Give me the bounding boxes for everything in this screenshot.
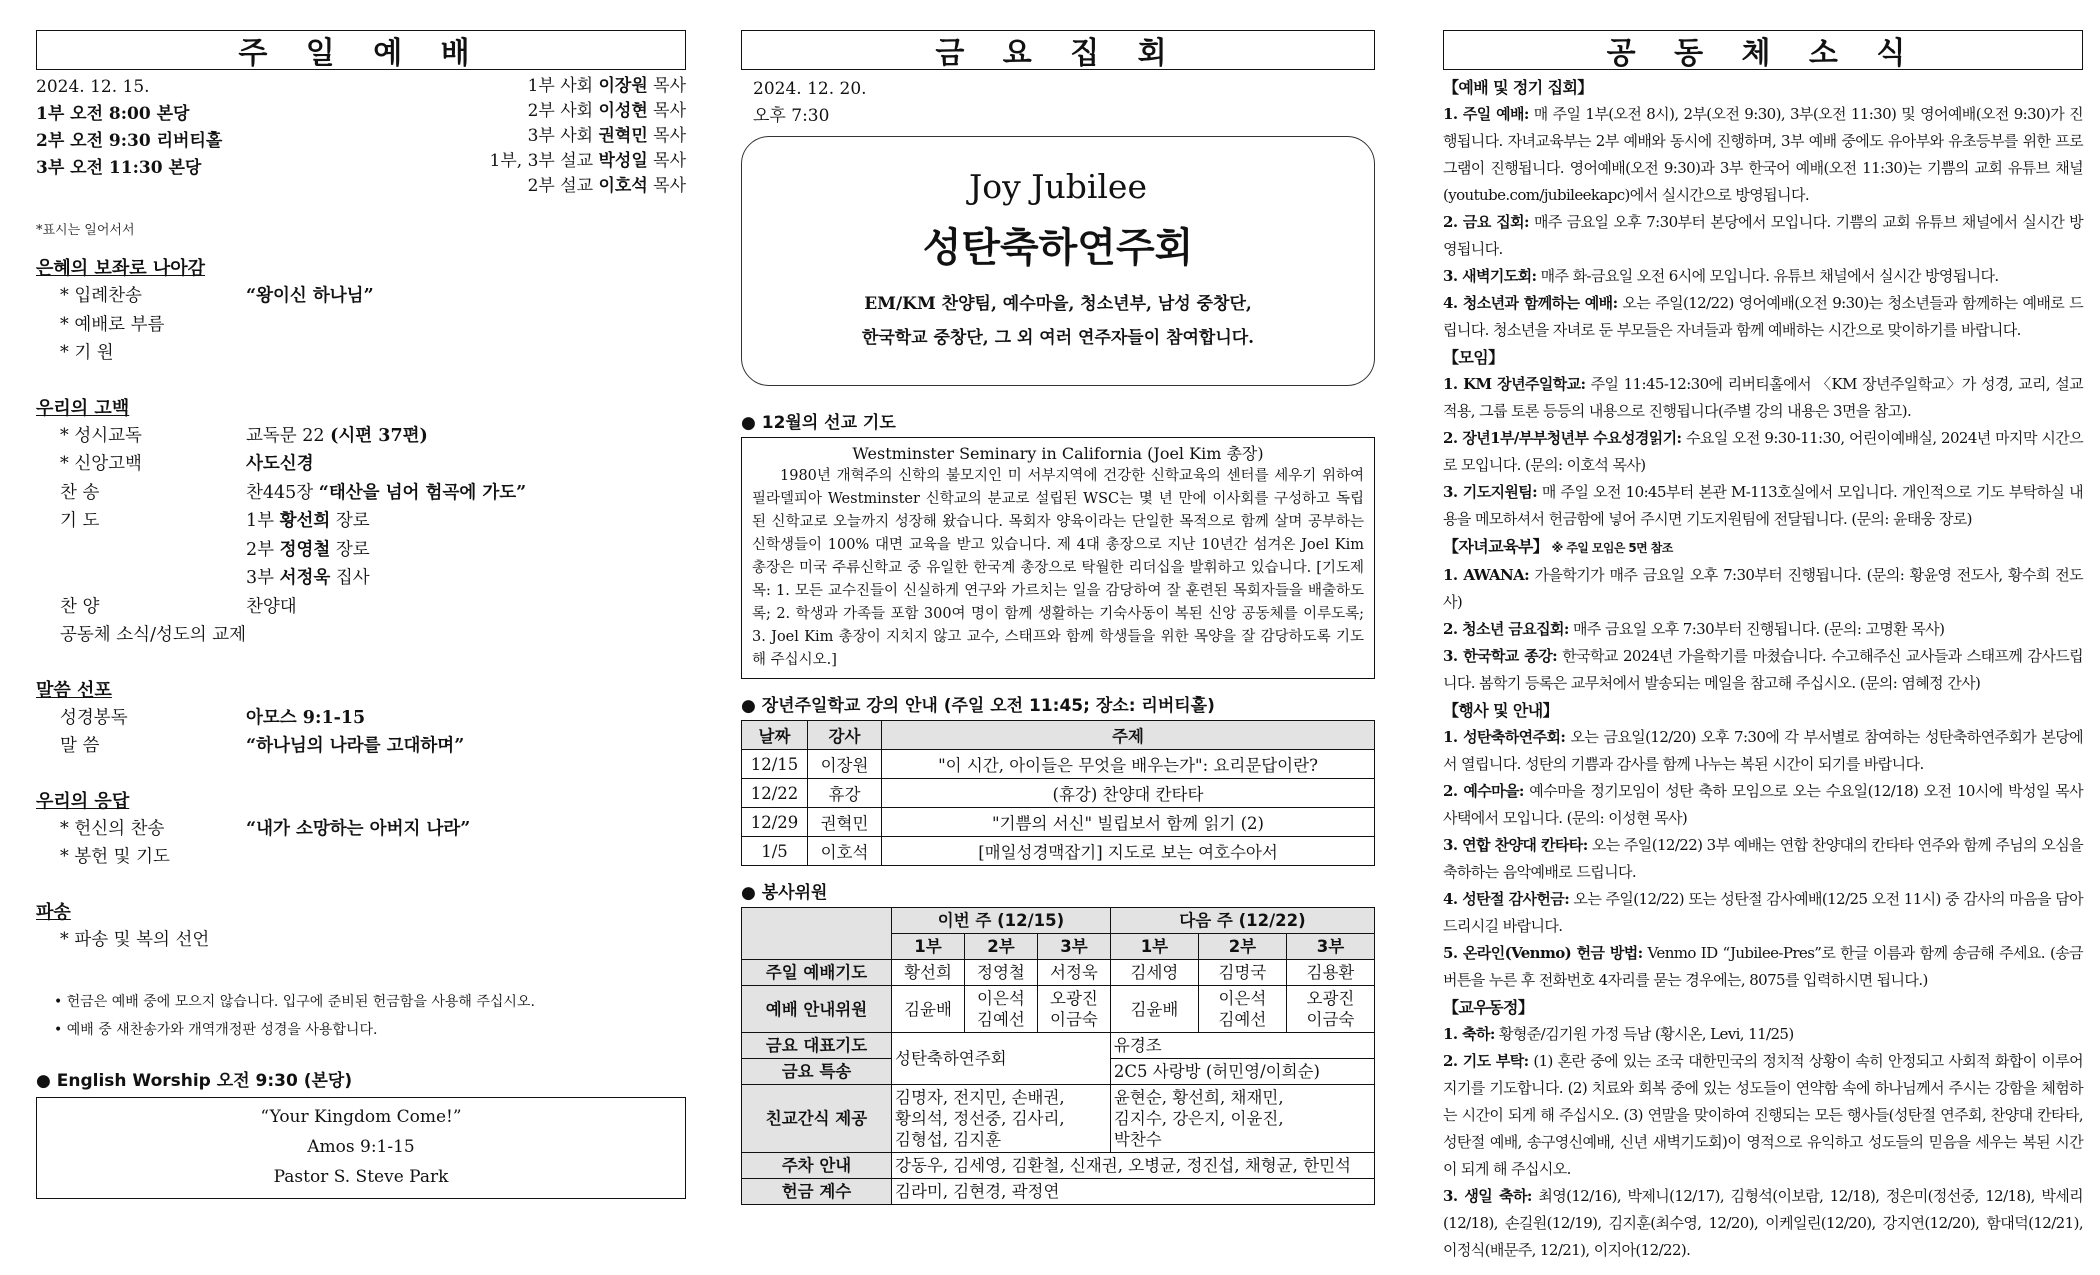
vol-this-week: 이번 주 (12/15) (892, 908, 1111, 934)
lecture-cell: "이 시간, 아이들은 무엇을 배우는가": 요리문답이란? (882, 750, 1375, 779)
service-role (490, 124, 686, 149)
vol-part: 3부 (1286, 934, 1374, 960)
vol-row (742, 1153, 1375, 1179)
news-item-text: 매주 화-금요일 오전 6시에 모입니다. 유튜브 채널에서 실시간 방영됩니다. (1536, 267, 1999, 285)
news-item (1443, 209, 2083, 263)
col-date: 날짜 (742, 721, 808, 750)
lecture-cell: 12/29 (742, 808, 808, 837)
vol-cell: 이은석 김예선 (964, 986, 1037, 1033)
vol-cell: 김용환 (1286, 960, 1374, 986)
vol-row-label: 주일 예배기도 (742, 960, 892, 986)
lecture-header-row (742, 721, 1375, 750)
section-title: 파송 (36, 901, 71, 923)
vol-cell: 서정욱 (1037, 960, 1110, 986)
service-1: 1부 오전 8:00 본당 (36, 104, 190, 124)
news-header: 공 동 체 소 식 (1443, 30, 2083, 70)
section-title: 우리의 응답 (36, 790, 130, 812)
vol-cell: 김윤배 (1110, 986, 1198, 1033)
service-roles (490, 74, 686, 199)
standing-note: *표시는 일어서서 (36, 223, 135, 238)
worship-item (36, 621, 686, 650)
item-value (246, 422, 428, 451)
item-label: 찬 송 (60, 482, 100, 503)
concert-desc-line: 한국학교 중창단, 그 외 여러 연주자들이 참여합니다. (861, 328, 1255, 348)
mission-heading: ● 12월의 선교 기도 (741, 413, 896, 433)
vol-cell: 오광진 이금숙 (1037, 986, 1110, 1033)
vol-corner (742, 908, 892, 960)
item-bold: 아모스 9:1-15 (246, 707, 366, 728)
notes (36, 988, 686, 1044)
item-bold: 사도신경 (246, 454, 314, 474)
section-title: 우리의 고백 (36, 397, 130, 419)
vol-row-label: 금요 대표기도 (742, 1033, 892, 1059)
news-item (1443, 1183, 2083, 1264)
worship-item (36, 507, 686, 536)
news-item-title: 1. 성탄축하연주회: (1443, 728, 1566, 746)
news-item-title: 2. 예수마을: (1443, 782, 1524, 800)
item-label: * 헌신의 찬송 (60, 818, 165, 839)
role-name: 이호석 (598, 176, 648, 196)
vol-cell: 김명자, 전지민, 손배권, 황의석, 정선중, 김사리, 김형섭, 김지훈 (892, 1085, 1111, 1153)
role-title: 목사 (647, 151, 686, 171)
community-news-column (1443, 30, 2083, 1264)
section-title: 말씀 선포 (36, 679, 112, 701)
vol-cell: 윤현순, 황선희, 채재민, 김지수, 강은지, 이윤진, 박찬수 (1110, 1085, 1374, 1153)
lecture-cell: "기쁨의 서신" 빌립보서 함께 읽기 (2) (882, 808, 1375, 837)
vol-row (742, 960, 1375, 986)
vol-row (742, 986, 1375, 1033)
news-item (1443, 101, 2083, 209)
friday-time: 오후 7:30 (753, 106, 830, 126)
news-item-title: 1. 주일 예배: (1443, 105, 1529, 123)
friday-date: 2024. 12. 20. (753, 79, 867, 99)
worship-item (36, 926, 686, 955)
note-2: • 예배 중 새찬송가와 개역개정판 성경을 사용합니다. (54, 1022, 378, 1038)
lecture-cell: (휴강) 찬양대 칸타타 (882, 779, 1375, 808)
english-worship-heading: ● English Worship 오전 9:30 (본당) (36, 1071, 353, 1091)
lecture-row (742, 750, 1375, 779)
news-item-title: 3. 생일 축하: (1443, 1187, 1532, 1205)
lecture-cell: 1/5 (742, 837, 808, 866)
vol-part: 2부 (964, 934, 1037, 960)
news-item-title: 2. 청소년 금요집회: (1443, 620, 1569, 638)
vol-cell: 김윤배 (892, 986, 965, 1033)
worship-item (36, 479, 686, 508)
sunday-header: 주 일 예 배 (36, 30, 686, 70)
item-text: 2부 (246, 539, 280, 560)
item-suffix: 집사 (330, 568, 370, 588)
news-item (1443, 643, 2083, 697)
mission-title: Westminster Seminary in California (Joel Kim 총장) (852, 444, 1264, 463)
item-suffix: 장로 (330, 539, 370, 560)
service-info (36, 74, 686, 199)
item-text: 3부 (246, 568, 280, 588)
role-name: 권혁민 (598, 126, 648, 146)
col-topic: 주제 (882, 721, 1375, 750)
item-label: * 파송 및 복의 선언 (60, 929, 210, 950)
news-item-text: (1) 혼란 중에 있는 조국 대한민국의 정치적 상황이 속히 안정되고 사회적 화합이 이루어지기를 기도합니다. (2) 치료와 회복 중에 있는 성도들이 연약함 속에 하나님께서 주시는 강함을 체험하는 시간이 되게 해 주십시오. (3) 연말을 맞이하여 진행되는 모든 행사들(성탄절 연주회, 찬양대 칸타타, 성탄절 예배, 송구영신예배, 신년 새벽기도회)이 영적으로 유익하고 성도들의 믿음을 세우는 복된 시간이 되게 해 주십시오. (1443, 1052, 2083, 1178)
news-item (1443, 562, 2083, 616)
news-item (1443, 778, 2083, 832)
vol-row (742, 1179, 1375, 1205)
item-value (246, 593, 297, 622)
item-bold: (시편 37편) (330, 425, 428, 446)
item-label: 찬 양 (60, 596, 100, 617)
news-item-title: 2. 기도 부탁: (1443, 1052, 1529, 1070)
worship-item (36, 422, 686, 451)
friday-header: 금 요 집 회 (741, 30, 1375, 70)
section-title: 은혜의 보좌로 나아감 (36, 258, 206, 279)
english-scripture: Amos 9:1-15 (307, 1137, 415, 1157)
news-item (1443, 1048, 2083, 1183)
sunday-worship-column (36, 30, 686, 1199)
news-item (1443, 1021, 2083, 1048)
service-times (36, 74, 222, 199)
item-label: * 봉헌 및 기도 (60, 847, 170, 867)
news-item-title: 1. KM 장년주일학교: (1443, 375, 1586, 393)
vol-cell: 정영철 (964, 960, 1037, 986)
item-label: 기 도 (60, 511, 100, 531)
vol-part: 1부 (892, 934, 965, 960)
concert-desc-line: EM/KM 찬양팀, 예수마을, 청소년부, 남성 중창단, (864, 294, 1252, 314)
lecture-cell: 12/22 (742, 779, 808, 808)
role-label: 2부 설교 (527, 176, 599, 196)
item-value (246, 815, 470, 844)
news-item-title: 1. 축하: (1443, 1025, 1495, 1043)
role-label: 1부 사회 (527, 76, 599, 96)
role-title: 목사 (647, 101, 686, 121)
lecture-row (742, 808, 1375, 837)
vol-part: 1부 (1110, 934, 1198, 960)
worship-item (36, 339, 686, 368)
news-item-text: 오는 주일(12/22) 또는 성탄절 감사예배(12/25 오전 11시) 중 감사의 마음을 담아 드리시길 바랍니다. (1443, 890, 2084, 935)
item-label: * 신앙고백 (60, 454, 142, 474)
lecture-cell: 이호석 (808, 837, 882, 866)
volunteer-heading: ● 봉사위원 (741, 883, 828, 903)
news-section-heading: 【예배 및 정기 집회】 (1443, 78, 1593, 97)
vol-row-label: 친교간식 제공 (742, 1085, 892, 1153)
worship-item (36, 815, 686, 844)
lecture-row (742, 837, 1375, 866)
news-section-heading: 【행사 및 안내】 (1443, 701, 1559, 720)
news-item (1443, 886, 2083, 940)
lecture-row (742, 779, 1375, 808)
news-item-text: 매주 금요일 오후 7:30부터 본당에서 모입니다. 기쁨의 교회 유튜브 채널에서 실시간 방영됩니다. (1443, 213, 2084, 258)
volunteer-table (741, 907, 1375, 1205)
lecture-table (741, 720, 1375, 866)
vol-cell: 이은석 김예선 (1198, 986, 1286, 1033)
news-item-title: 3. 한국학교 종강: (1443, 647, 1558, 665)
english-worship-box (36, 1097, 686, 1199)
mission-body: 1980년 개혁주의 신학의 불모지인 미 서부지역에 건강한 신학교육의 센터를 세우기 위하여 필라델피아 Westminster 신학교의 분교로 설립된 WSC는 몇 년 만에 이사회를 구성하고 독립된 신학교로 오늘까지 성장해 왔습니다. 목회자 양육이라는 단일한 목적으로 함께 살며 공부하는 신학생들이 100% 대면 교육을 받고 있습니다. 제 4대 총장으로 지난 10년간 섬겨온 Joel Kim 총장은 미국 주류신학교 중 유일한 한국계 총장으로 탁월한 리더십을 발휘하고 있습니다. [기도제목: 1. 모든 교수진들이 신실하게 연구와 가르치는 일을 감당하여 잘 훈련된 목회자들을 배출하도록; 2. 학생과 가족들 포함 300여 명이 함께 생활하는 기숙사동이 복된 신앙 공동체를 이루도록; 3. Joel Kim 총장이 지치지 않고 교수, 스태프와 함께 학생들을 위한 목양을 잘 감당하도록 기도해 주십시오.] (752, 468, 1364, 668)
news-item-text: Venmo ID “Jubilee-Pres”로 한글 이름과 함께 송금해 주세요. (송금 버튼을 누른 후 전화번호 4자리를 묻는 경우에는, 8075를 입력하시면 됩니다.) (1443, 944, 2083, 989)
vol-row-label: 주차 안내 (742, 1153, 892, 1179)
item-bold: “태산을 넘어 험곡에 가도” (318, 482, 527, 503)
service-role (490, 149, 686, 174)
news-item-text: 오는 금요일(12/20) 오후 7:30에 각 부서별로 참여하는 성탄축하연주회가 본당에서 열립니다. 성탄의 기쁨과 감사를 함께 나누는 복된 시간이 되기를 바랍니다. (1443, 728, 2083, 773)
service-role (490, 99, 686, 124)
role-title: 목사 (647, 126, 686, 146)
item-text: “왕이신 하나님” (246, 286, 374, 306)
news-item-text: 오는 주일(12/22) 3부 예배는 연합 찬양대의 칸타타 연주와 함께 주님의 오심을 축하하는 음악예배로 드립니다. (1443, 836, 2083, 881)
vol-cell: 김세영 (1110, 960, 1198, 986)
col-speaker: 강사 (808, 721, 882, 750)
item-value (246, 507, 370, 536)
item-label: 말 씀 (60, 736, 100, 756)
news-item-title: 3. 연합 찬양대 칸타타: (1443, 836, 1588, 854)
news-item-title: 3. 기도지원팀: (1443, 483, 1538, 501)
item-label: 공동체 소식/성도의 교제 (60, 625, 247, 645)
news-item (1443, 263, 2083, 290)
vol-cell: 2C5 사랑방 (허민영/이희순) (1110, 1059, 1374, 1085)
news-item-title: 1. AWANA: (1443, 566, 1530, 584)
news-item (1443, 371, 2083, 425)
news-item-title: 5. 온라인(Venmo) 헌금 방법: (1443, 944, 1643, 962)
lecture-cell: 이장원 (808, 750, 882, 779)
english-pastor: Pastor S. Steve Park (273, 1167, 449, 1187)
vol-row-label: 헌금 계수 (742, 1179, 892, 1205)
vol-row-label: 예배 안내위원 (742, 986, 892, 1033)
vol-cell: 김라미, 김현경, 곽정연 (892, 1179, 1375, 1205)
worship-item (36, 704, 686, 733)
concert-title-en: Joy Jubilee (968, 167, 1147, 206)
role-label: 2부 사회 (527, 101, 599, 121)
news-item (1443, 940, 2083, 994)
vol-row-label: 금요 특송 (742, 1059, 892, 1085)
vol-row (742, 1085, 1375, 1153)
news-item-title: 4. 성탄절 감사헌금: (1443, 890, 1570, 908)
worship-item (36, 311, 686, 340)
news-item-text: 주일 11:45-12:30에 리버티홀에서 〈KM 장년주일학교〉가 성경, 교리, 설교 적용, 그룹 토론 등등의 내용으로 진행됩니다(주별 강의 내용은 3면을 참고). (1443, 375, 2083, 420)
item-value (246, 536, 370, 565)
item-value (246, 704, 365, 733)
item-label: * 기 원 (60, 343, 114, 363)
item-text: 찬445장 (246, 482, 319, 503)
item-label (36, 536, 246, 565)
vol-cell: 황선희 (892, 960, 965, 986)
news-section-heading: 【교우동정】 (1443, 998, 1534, 1017)
item-text: 교독문 22 (246, 425, 331, 446)
news-item-text: 매 주일 1부(오전 8시), 2부(오전 9:30), 3부(오전 11:30) 및 영어예배(오전 9:30)가 진행됩니다. 자녀교육부는 2부 예배와 동시에 진행하며, 3부 예배 중에도 유아부와 유초등부를 위한 프로그램이 진행됩니다. 영어예배(오전 9:30)과 3부 한국어 예배(오전 11:30)는 기쁨의 교회 유튜브 채널(youtube.com/jubileekapc)에서 실시간으로 방영됩니다. (1443, 105, 2083, 204)
item-bold: “하나님의 나라를 고대하며” (246, 736, 465, 756)
service-2: 2부 오전 9:30 리버티홀 (36, 131, 223, 151)
item-text: 1부 (246, 511, 280, 531)
lecture-cell: 12/15 (742, 750, 808, 779)
news-item-text: 오는 주일(12/22) 영어예배(오전 9:30)는 청소년들과 함께하는 예배로 드립니다. 청소년을 자녀로 둔 부모들은 자녀들과 함께 예배하는 시간으로 맞이하기를 바랍니다. (1443, 294, 2083, 339)
news-item-title: 3. 새벽기도회: (1443, 267, 1537, 285)
news-item (1443, 616, 2083, 643)
news-item-title: 4. 청소년과 함께하는 예배: (1443, 294, 1618, 312)
item-text: 찬양대 (246, 596, 297, 617)
item-value (246, 282, 374, 311)
lecture-cell: [매일성경맥잡기] 지도로 보는 여호수아서 (882, 837, 1375, 866)
worship-item (36, 843, 686, 872)
concert-box (741, 136, 1375, 386)
news-item-text: 매주 금요일 오후 7:30부터 진행됩니다. (문의: 고명환 목사) (1568, 620, 1945, 638)
news-section-heading: 【자녀교육부】 ※ 주일 모임은 5면 참조 (1443, 537, 1673, 556)
news-body (1443, 74, 2083, 1264)
role-name: 박성일 (598, 151, 648, 171)
news-item-text: 예수마을 정기모임이 성탄 축하 모임으로 오는 수요일(12/18) 오전 10시에 박성일 목사 사택에서 모입니다. (문의: 이성현 목사) (1443, 782, 2083, 827)
role-title: 목사 (647, 76, 686, 96)
news-section-note: ※ 주일 모임은 5면 참조 (1548, 541, 1673, 555)
news-item-text: 한국학교 2024년 가을학기를 마쳤습니다. 수고해주신 교사들과 스태프께 감사드립니다. 봄학기 등록은 교무처에서 발송되는 메일을 참고해 주십시오. (문의: 염혜정 간사) (1443, 647, 2083, 692)
vol-cell: 강동우, 김세영, 김환철, 신재권, 오병균, 정진섭, 채형균, 한민석 (892, 1153, 1375, 1179)
role-name: 이장원 (598, 76, 648, 96)
worship-item (36, 450, 686, 479)
concert-title-ko: 성탄축하연주회 (922, 225, 1194, 271)
item-bold: 황선희 (279, 511, 331, 531)
service-role (490, 74, 686, 99)
vol-week-row (742, 908, 1375, 934)
item-value (246, 450, 314, 479)
news-item (1443, 832, 2083, 886)
news-item-text: 매 주일 오전 10:45부터 본관 M-113호실에서 모입니다. 개인적으로 기도 부탁하실 내용을 메모하셔서 헌금함에 넣어 주시면 기도지원팀에 전달됩니다. (문의: 윤태웅 장로) (1443, 483, 2083, 528)
vol-cell: 유경조 (1110, 1033, 1374, 1059)
item-bold: 서정욱 (279, 568, 331, 588)
service-3: 3부 오전 11:30 본당 (36, 158, 202, 178)
news-item-text: 최영(12/16), 박제니(12/17), 김형석(이보람, 12/18), 정은미(정선중, 12/18), 박세리(12/18), 손길원(12/19), 김지훈(최수영, 12/20), 이케일린(12/20), 강지연(12/20), 함대덕(12/21), 이정식(배문주, 12/21), 이지아(12/22). (1443, 1187, 2083, 1259)
item-bold: 정영철 (279, 539, 331, 560)
news-item (1443, 290, 2083, 344)
concert-desc (742, 287, 1374, 355)
lecture-cell: 휴강 (808, 779, 882, 808)
role-label: 3부 사회 (527, 126, 599, 146)
worship-item (36, 564, 686, 593)
item-label: * 입례찬송 (60, 286, 142, 306)
english-sermon-title: “Your Kingdom Come!” (260, 1107, 462, 1127)
role-label: 1부, 3부 설교 (489, 151, 599, 171)
friday-datetime (741, 76, 1375, 130)
news-item (1443, 724, 2083, 778)
vol-part: 3부 (1037, 934, 1110, 960)
mission-box (741, 437, 1375, 679)
lecture-heading: ● 장년주일학교 강의 안내 (주일 오전 11:45; 장소: 리버티홀) (741, 696, 1215, 716)
worship-item (36, 593, 686, 622)
item-suffix: 장로 (330, 511, 370, 531)
item-value (246, 732, 464, 761)
role-name: 이성현 (598, 101, 648, 121)
news-item (1443, 425, 2083, 479)
role-title: 목사 (647, 176, 686, 196)
news-item-text: 가을학기가 매주 금요일 오후 7:30부터 진행됩니다. (문의: 황윤영 전도사, 황수희 전도사) (1443, 566, 2083, 611)
item-label (36, 564, 246, 593)
item-label: * 성시교독 (60, 425, 142, 446)
item-label: 성경봉독 (60, 707, 128, 728)
vol-cell: 김명국 (1198, 960, 1286, 986)
vol-row (742, 1033, 1375, 1059)
order-of-worship (36, 254, 686, 954)
news-item (1443, 479, 2083, 533)
worship-item (36, 282, 686, 311)
service-role (490, 174, 686, 199)
vol-part: 2부 (1198, 934, 1286, 960)
item-value (246, 564, 370, 593)
sunday-date: 2024. 12. 15. (36, 77, 150, 97)
item-bold: “내가 소망하는 아버지 나라” (246, 818, 471, 839)
news-section-heading: 【모임】 (1443, 348, 1504, 367)
news-item-text: 황형준/김기원 가정 득남 (황시온, Levi, 11/25) (1494, 1025, 1794, 1043)
lecture-cell: 권혁민 (808, 808, 882, 837)
news-item-title: 2. 금요 집회: (1443, 213, 1529, 231)
note-1: • 헌금은 예배 중에 모으지 않습니다. 입구에 준비된 헌금함을 사용해 주십시오. (54, 994, 535, 1010)
vol-cell: 오광진 이금숙 (1286, 986, 1374, 1033)
friday-column (741, 30, 1375, 1205)
worship-item (36, 732, 686, 761)
item-value (246, 479, 526, 508)
vol-cell: 성탄축하연주회 (892, 1033, 1111, 1085)
news-item-title: 2. 장년1부/부부청년부 수요성경읽기: (1443, 429, 1682, 447)
item-label: * 예배로 부름 (60, 314, 165, 335)
news-item-text: 수요일 오전 9:30-11:30, 어린이예배실, 2024년 마지막 시간으로 모입니다. (문의: 이호석 목사) (1443, 429, 2083, 474)
vol-next-week: 다음 주 (12/22) (1110, 908, 1374, 934)
worship-item (36, 536, 686, 565)
